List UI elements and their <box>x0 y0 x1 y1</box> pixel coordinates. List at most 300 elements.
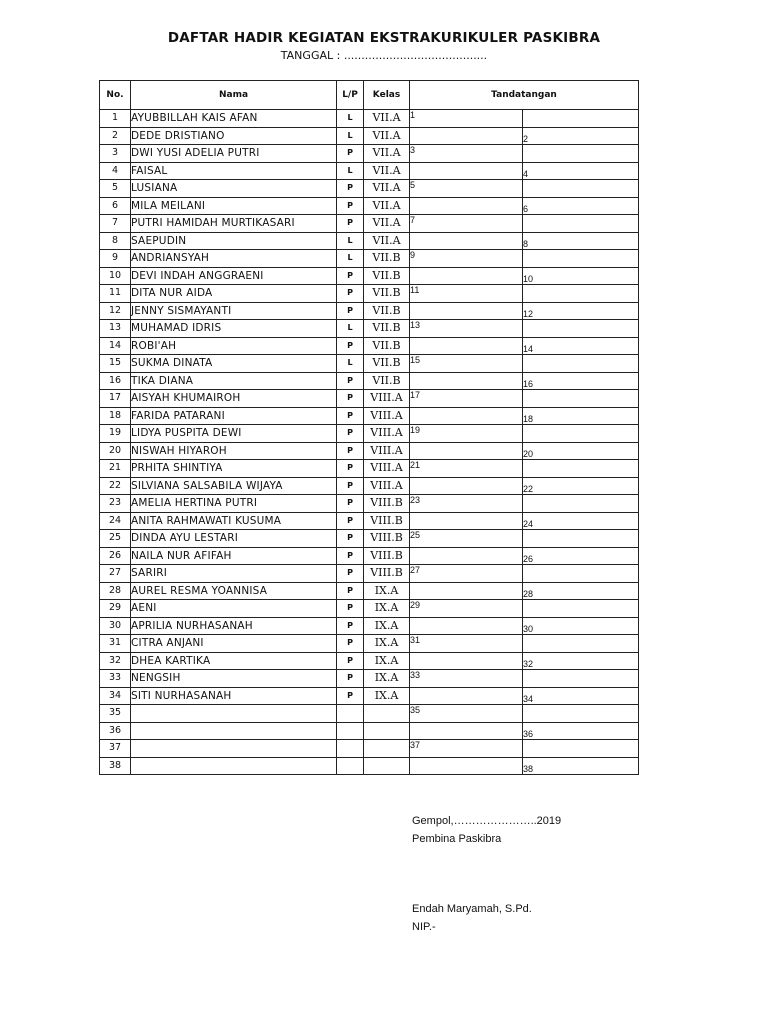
signature-spacer <box>523 600 639 618</box>
signature-cell[interactable] <box>523 652 639 670</box>
gender-cell: P <box>337 687 364 705</box>
signature-spacer <box>523 250 639 268</box>
signature-cell[interactable] <box>410 285 523 303</box>
student-name: FARIDA PATARANI <box>131 407 337 425</box>
row-number: 2 <box>100 127 131 145</box>
signature-cell[interactable] <box>523 477 639 495</box>
class-cell: IX.A <box>364 670 410 688</box>
class-cell <box>364 757 410 775</box>
signature-cell[interactable] <box>410 600 523 618</box>
signature-number: 15 <box>410 355 421 365</box>
signature-spacer <box>410 687 523 705</box>
class-cell: VII.B <box>364 285 410 303</box>
class-cell: VII.B <box>364 372 410 390</box>
signature-spacer <box>410 757 523 775</box>
class-cell: IX.A <box>364 687 410 705</box>
signature-number: 24 <box>523 519 534 529</box>
class-cell <box>364 740 410 758</box>
signature-cell[interactable] <box>523 547 639 565</box>
gender-cell: L <box>337 355 364 373</box>
class-cell: VII.B <box>364 355 410 373</box>
gender-cell: L <box>337 127 364 145</box>
signature-spacer <box>523 460 639 478</box>
table-row <box>100 180 639 198</box>
table-row <box>100 145 639 163</box>
gender-cell <box>337 722 364 740</box>
gender-cell: P <box>337 600 364 618</box>
gender-cell: L <box>337 232 364 250</box>
signature-number: 21 <box>410 460 421 470</box>
table-body <box>100 110 639 775</box>
table-row <box>100 337 639 355</box>
signature-spacer <box>523 670 639 688</box>
gender-cell: L <box>337 250 364 268</box>
gender-cell: P <box>337 495 364 513</box>
row-number: 15 <box>100 355 131 373</box>
gender-cell: P <box>337 460 364 478</box>
table-row <box>100 110 639 128</box>
class-cell: VIII.A <box>364 425 410 443</box>
student-name: AYUBBILLAH KAIS AFAN <box>131 110 337 128</box>
row-number: 3 <box>100 145 131 163</box>
signature-cell[interactable] <box>523 127 639 145</box>
signature-cell[interactable] <box>523 302 639 320</box>
signature-cell[interactable] <box>523 407 639 425</box>
gender-cell <box>337 705 364 723</box>
class-cell: IX.A <box>364 617 410 635</box>
signature-number: 34 <box>523 694 534 704</box>
signature-cell[interactable] <box>410 740 523 758</box>
student-name: SUKMA DINATA <box>131 355 337 373</box>
column-header-lp: L/P <box>337 81 364 110</box>
signature-number: 27 <box>410 565 421 575</box>
student-name: LUSIANA <box>131 180 337 198</box>
signature-spacer <box>410 652 523 670</box>
student-name: PRHITA SHINTIYA <box>131 460 337 478</box>
attendance-table <box>99 80 639 775</box>
signature-number: 1 <box>410 110 416 120</box>
signature-number: 26 <box>523 554 534 564</box>
row-number: 18 <box>100 407 131 425</box>
row-number: 17 <box>100 390 131 408</box>
signature-number: 28 <box>523 589 534 599</box>
row-number: 5 <box>100 180 131 198</box>
row-number: 22 <box>100 477 131 495</box>
student-name: CITRA ANJANI <box>131 635 337 653</box>
student-name: AMELIA HERTINA PUTRI <box>131 495 337 513</box>
table-row <box>100 372 639 390</box>
class-cell: VIII.B <box>364 512 410 530</box>
signature-cell[interactable] <box>523 582 639 600</box>
signature-cell[interactable] <box>523 757 639 775</box>
table-row <box>100 740 639 758</box>
column-header-kelas: Kelas <box>364 81 410 110</box>
table-row <box>100 530 639 548</box>
gender-cell: P <box>337 407 364 425</box>
table-row <box>100 512 639 530</box>
table-row <box>100 460 639 478</box>
class-cell: VII.B <box>364 302 410 320</box>
row-number: 35 <box>100 705 131 723</box>
class-cell: VIII.B <box>364 495 410 513</box>
table-row <box>100 635 639 653</box>
row-number: 20 <box>100 442 131 460</box>
signature-cell[interactable] <box>523 197 639 215</box>
class-cell: VIII.A <box>364 477 410 495</box>
student-name: SAEPUDIN <box>131 232 337 250</box>
signature-number: 5 <box>410 180 416 190</box>
signature-number: 14 <box>523 344 534 354</box>
signature-cell[interactable] <box>523 512 639 530</box>
table-row <box>100 250 639 268</box>
signature-cell[interactable] <box>523 232 639 250</box>
signature-cell[interactable] <box>523 337 639 355</box>
signature-spacer <box>410 617 523 635</box>
table-row <box>100 425 639 443</box>
gender-cell: P <box>337 372 364 390</box>
gender-cell: P <box>337 565 364 583</box>
signature-number: 7 <box>410 215 416 225</box>
gender-cell: P <box>337 652 364 670</box>
class-cell: IX.A <box>364 600 410 618</box>
row-number: 33 <box>100 670 131 688</box>
student-name: JENNY SISMAYANTI <box>131 302 337 320</box>
signature-spacer <box>523 320 639 338</box>
gender-cell: P <box>337 442 364 460</box>
signature-cell[interactable] <box>410 180 523 198</box>
signature-spacer <box>410 337 523 355</box>
student-name: SILVIANA SALSABILA WIJAYA <box>131 477 337 495</box>
student-name: AISYAH KHUMAIROH <box>131 390 337 408</box>
signature-cell[interactable] <box>523 687 639 705</box>
signature-number: 35 <box>410 705 421 715</box>
signature-cell[interactable] <box>523 722 639 740</box>
signature-number: 19 <box>410 425 421 435</box>
signature-number: 33 <box>410 670 421 680</box>
signature-number: 2 <box>523 134 529 144</box>
table-header-row <box>100 81 639 110</box>
class-cell: VII.B <box>364 267 410 285</box>
table-row <box>100 600 639 618</box>
signature-cell[interactable] <box>410 320 523 338</box>
signature-spacer <box>523 180 639 198</box>
student-name: ANITA RAHMAWATI KUSUMA <box>131 512 337 530</box>
class-cell <box>364 705 410 723</box>
student-name: TIKA DIANA <box>131 372 337 390</box>
signature-spacer <box>410 512 523 530</box>
signature-number: 18 <box>523 414 534 424</box>
gender-cell: P <box>337 617 364 635</box>
signature-number: 38 <box>523 764 534 774</box>
class-cell: IX.A <box>364 635 410 653</box>
row-number: 13 <box>100 320 131 338</box>
signature-spacer <box>523 425 639 443</box>
table-row <box>100 162 639 180</box>
gender-cell: P <box>337 477 364 495</box>
table-row <box>100 320 639 338</box>
class-cell: IX.A <box>364 582 410 600</box>
signature-number: 11 <box>410 285 420 295</box>
signature-number: 23 <box>410 495 421 505</box>
class-cell: VII.A <box>364 145 410 163</box>
signature-spacer <box>410 442 523 460</box>
row-number: 14 <box>100 337 131 355</box>
row-number: 4 <box>100 162 131 180</box>
date-line: TANGGAL : ......................................... <box>280 49 488 62</box>
row-number: 37 <box>100 740 131 758</box>
signature-spacer <box>523 565 639 583</box>
signature-number: 36 <box>523 729 534 739</box>
row-number: 19 <box>100 425 131 443</box>
row-number: 30 <box>100 617 131 635</box>
class-cell: VIII.B <box>364 530 410 548</box>
signature-spacer <box>410 127 523 145</box>
table-row <box>100 215 639 233</box>
signatory-name: Endah Maryamah, S.Pd. <box>412 903 532 915</box>
signature-number: 20 <box>523 449 534 459</box>
signature-spacer <box>523 285 639 303</box>
signature-cell[interactable] <box>523 442 639 460</box>
signature-cell[interactable] <box>523 162 639 180</box>
student-name <box>131 722 337 740</box>
gender-cell: P <box>337 267 364 285</box>
table-row <box>100 267 639 285</box>
table-row <box>100 722 639 740</box>
class-cell: VII.A <box>364 197 410 215</box>
signature-spacer <box>410 477 523 495</box>
gender-cell: P <box>337 390 364 408</box>
signature-number: 16 <box>523 379 534 389</box>
student-name: DEVI INDAH ANGGRAENI <box>131 267 337 285</box>
gender-cell: P <box>337 180 364 198</box>
signature-block <box>412 812 561 936</box>
student-name: DWI YUSI ADELIA PUTRI <box>131 145 337 163</box>
table-row <box>100 407 639 425</box>
signature-number: 10 <box>523 274 534 284</box>
gender-cell: P <box>337 302 364 320</box>
row-number: 12 <box>100 302 131 320</box>
class-cell: VII.B <box>364 337 410 355</box>
signature-number: 25 <box>410 530 421 540</box>
signature-number: 32 <box>523 659 534 669</box>
signature-number: 37 <box>410 740 421 750</box>
student-name: APRILIA NURHASANAH <box>131 617 337 635</box>
signature-spacer <box>523 705 639 723</box>
row-number: 32 <box>100 652 131 670</box>
signature-number: 9 <box>410 250 416 260</box>
gender-cell: P <box>337 547 364 565</box>
place-date: Gempol,…………………..2019 <box>412 815 562 827</box>
signature-spacer <box>523 355 639 373</box>
student-name: PUTRI HAMIDAH MURTIKASARI <box>131 215 337 233</box>
student-name <box>131 705 337 723</box>
table-row <box>100 687 639 705</box>
signature-spacer <box>523 145 639 163</box>
gender-cell: L <box>337 162 364 180</box>
signature-spacer <box>523 390 639 408</box>
gender-cell: P <box>337 530 364 548</box>
row-number: 21 <box>100 460 131 478</box>
table-row <box>100 582 639 600</box>
student-name: SITI NURHASANAH <box>131 687 337 705</box>
row-number: 28 <box>100 582 131 600</box>
student-name: SARIRI <box>131 565 337 583</box>
row-number: 27 <box>100 565 131 583</box>
table-row <box>100 197 639 215</box>
column-header-nama: Nama <box>131 81 337 110</box>
signature-number: 31 <box>410 635 421 645</box>
student-name: AENI <box>131 600 337 618</box>
table-row <box>100 670 639 688</box>
table-row <box>100 652 639 670</box>
gender-cell: P <box>337 215 364 233</box>
class-cell: VII.A <box>364 232 410 250</box>
row-number: 24 <box>100 512 131 530</box>
gender-cell: P <box>337 425 364 443</box>
row-number: 29 <box>100 600 131 618</box>
signature-spacer <box>410 302 523 320</box>
signature-cell[interactable] <box>410 215 523 233</box>
table-row <box>100 127 639 145</box>
signature-spacer <box>523 740 639 758</box>
signature-cell[interactable] <box>410 250 523 268</box>
signature-spacer <box>523 495 639 513</box>
column-header-no: No. <box>100 81 131 110</box>
row-number: 34 <box>100 687 131 705</box>
signature-cell[interactable] <box>410 390 523 408</box>
class-cell: IX.A <box>364 652 410 670</box>
table-row <box>100 565 639 583</box>
student-name: FAISAL <box>131 162 337 180</box>
signature-number: 8 <box>523 239 529 249</box>
gender-cell <box>337 740 364 758</box>
table-row <box>100 495 639 513</box>
signature-spacer <box>410 232 523 250</box>
row-number: 25 <box>100 530 131 548</box>
signature-cell[interactable] <box>410 565 523 583</box>
signature-cell[interactable] <box>410 705 523 723</box>
signature-spacer <box>410 582 523 600</box>
row-number: 26 <box>100 547 131 565</box>
student-name: ANDRIANSYAH <box>131 250 337 268</box>
student-name: DINDA AYU LESTARI <box>131 530 337 548</box>
table-row <box>100 302 639 320</box>
signature-cell[interactable] <box>523 372 639 390</box>
table-row <box>100 477 639 495</box>
signature-cell[interactable] <box>410 145 523 163</box>
class-cell: VII.A <box>364 110 410 128</box>
document-title: DAFTAR HADIR KEGIATAN EKSTRAKURIKULER PASKIBRA <box>167 30 601 46</box>
signature-cell[interactable] <box>410 670 523 688</box>
signature-spacer <box>523 530 639 548</box>
table-row <box>100 355 639 373</box>
row-number: 16 <box>100 372 131 390</box>
gender-cell: L <box>337 320 364 338</box>
signature-cell[interactable] <box>410 635 523 653</box>
signature-number: 6 <box>523 204 529 214</box>
signature-number: 30 <box>523 624 534 634</box>
row-number: 8 <box>100 232 131 250</box>
row-number: 1 <box>100 110 131 128</box>
row-number: 23 <box>100 495 131 513</box>
signature-spacer <box>410 372 523 390</box>
signature-number: 17 <box>410 390 421 400</box>
row-number: 38 <box>100 757 131 775</box>
class-cell: VII.B <box>364 320 410 338</box>
class-cell <box>364 722 410 740</box>
gender-cell: P <box>337 635 364 653</box>
row-number: 11 <box>100 285 131 303</box>
signature-number: 13 <box>410 320 421 330</box>
signature-spacer <box>410 407 523 425</box>
gender-cell: P <box>337 285 364 303</box>
signature-cell[interactable] <box>410 110 523 128</box>
signature-number: 4 <box>523 169 529 179</box>
student-name: LIDYA PUSPITA DEWI <box>131 425 337 443</box>
column-header-tandatangan: Tandatangan <box>410 81 639 110</box>
table-row <box>100 547 639 565</box>
gender-cell: P <box>337 582 364 600</box>
class-cell: VIII.A <box>364 407 410 425</box>
student-name <box>131 757 337 775</box>
signature-cell[interactable] <box>410 495 523 513</box>
signature-spacer <box>410 197 523 215</box>
row-number: 36 <box>100 722 131 740</box>
row-number: 7 <box>100 215 131 233</box>
signature-cell[interactable] <box>410 460 523 478</box>
student-name: AUREL RESMA YOANNISA <box>131 582 337 600</box>
signatory-role: Pembina Paskibra <box>412 833 502 845</box>
signature-spacer <box>410 267 523 285</box>
class-cell: VIII.A <box>364 460 410 478</box>
table-row <box>100 442 639 460</box>
signature-spacer <box>410 162 523 180</box>
class-cell: VIII.A <box>364 442 410 460</box>
signature-cell[interactable] <box>523 267 639 285</box>
signature-cell[interactable] <box>410 355 523 373</box>
class-cell: VII.A <box>364 127 410 145</box>
student-name: NAILA NUR AFIFAH <box>131 547 337 565</box>
signature-cell[interactable] <box>410 425 523 443</box>
signature-number: 3 <box>410 145 416 155</box>
table-row <box>100 757 639 775</box>
gender-cell: P <box>337 512 364 530</box>
class-cell: VIII.B <box>364 547 410 565</box>
class-cell: VII.B <box>364 250 410 268</box>
signature-cell[interactable] <box>410 530 523 548</box>
row-number: 9 <box>100 250 131 268</box>
table-row <box>100 232 639 250</box>
signature-number: 12 <box>523 309 534 319</box>
student-name: MILA MEILANI <box>131 197 337 215</box>
gender-cell <box>337 757 364 775</box>
signature-number: 22 <box>523 484 534 494</box>
table-row <box>100 617 639 635</box>
signature-spacer <box>523 635 639 653</box>
signature-number: 29 <box>410 600 421 610</box>
gender-cell: P <box>337 337 364 355</box>
student-name: NENGSIH <box>131 670 337 688</box>
signatory-nip: NIP.- <box>412 921 436 933</box>
student-name <box>131 740 337 758</box>
class-cell: VIII.B <box>364 565 410 583</box>
signature-cell[interactable] <box>523 617 639 635</box>
student-name: NISWAH HIYAROH <box>131 442 337 460</box>
class-cell: VII.A <box>364 180 410 198</box>
row-number: 10 <box>100 267 131 285</box>
table-row <box>100 705 639 723</box>
signature-spacer <box>410 547 523 565</box>
